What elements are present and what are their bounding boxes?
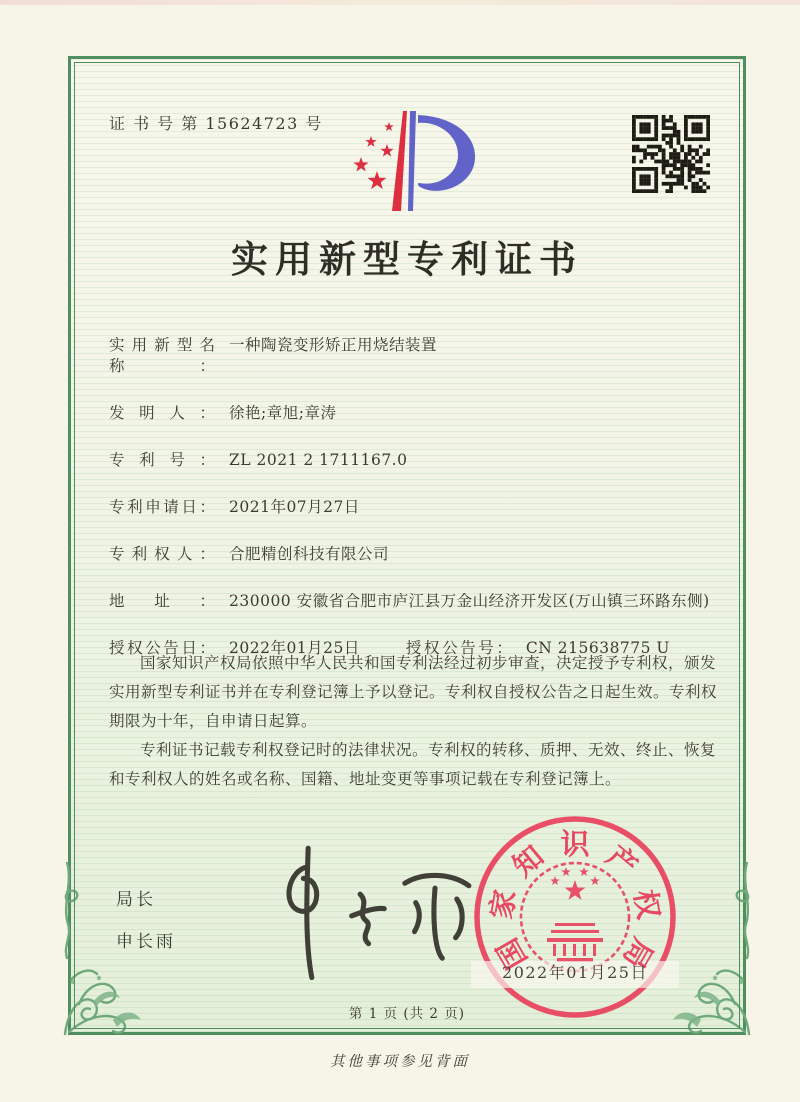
field-label: 授权公告号： <box>405 639 512 657</box>
field-value: 合肥精创科技有限公司 <box>229 545 390 563</box>
national-emblem <box>521 863 629 971</box>
field-label: 专利申请日： <box>109 498 215 516</box>
commissioner-name: 申长雨 <box>116 932 176 952</box>
field-value: 一种陶瓷变形矫正用烧结装置 <box>229 336 438 354</box>
commissioner-block <box>116 885 176 969</box>
certificate-fields <box>109 335 715 659</box>
seal-date: 2022年01月25日 <box>502 963 648 982</box>
certificate-number: 证 书 号 第 15624723 号 <box>109 114 323 133</box>
legal-paragraph-2: 专利证书记载专利权登记时的法律状况。专利权的转移、质押、无效、终止、恢复和专利权人的姓名或名称、国籍、地址变更等事项记载在专利登记簿上。 <box>109 741 717 788</box>
seal-char: 权 <box>627 887 667 922</box>
seal-char: 识 <box>560 827 590 861</box>
field-label: 专利权人： <box>109 545 215 563</box>
field-row-address <box>109 591 715 612</box>
field-row-name <box>109 335 715 377</box>
commissioner-title: 局长 <box>116 890 156 910</box>
logo-blue-stem <box>408 111 416 211</box>
field-row-filing-date <box>109 497 715 518</box>
footer-note: 其他事项参见背面 <box>330 1054 470 1070</box>
field-label: 发明人： <box>109 404 215 422</box>
field-row-inventors <box>109 403 715 424</box>
page-indicator: 第 1 页 (共 2 页) <box>348 1006 466 1022</box>
legal-text <box>109 649 717 794</box>
field-value: 230000 安徽省合肥市庐江县万金山经济开发区(万山镇三环路东侧) <box>229 592 710 610</box>
field-label: 专利号： <box>109 451 215 469</box>
qr-code <box>632 115 710 193</box>
field-value: ZL 2021 2 1711167.0 <box>229 451 408 469</box>
logo-red-blade <box>392 111 407 211</box>
field-label: 实用新型名称： <box>109 336 215 375</box>
logo-blue-bowl <box>418 115 475 191</box>
certificate-title: 实用新型专利证书 <box>231 237 583 281</box>
field-label: 地址： <box>109 592 215 610</box>
field-label: 授权公告日： <box>109 639 215 657</box>
cnipa-logo-icon <box>332 107 482 221</box>
legal-paragraph-1: 国家知识产权局依照中华人民共和国专利法经过初步审查，决定授予专利权，颁发实用新型专利证书并在专利登记簿上予以登记。专利权自授权公告之日起生效。专利权期限为十年，自申请日起算。 <box>109 654 718 730</box>
field-value: 徐艳;章旭;章涛 <box>229 404 337 422</box>
field-row-patent-no <box>109 450 715 471</box>
seal-stamp <box>469 811 681 1027</box>
seal-char: 家 <box>483 887 523 922</box>
seal-char: 知 <box>506 838 551 884</box>
field-value: CN 215638775 U <box>525 639 670 657</box>
field-value: 2021年07月27日 <box>229 498 360 516</box>
seal-char: 产 <box>599 838 645 884</box>
seal-char: 国 <box>489 932 534 975</box>
field-value: 2022年01月25日 <box>229 639 360 657</box>
field-row-patentee <box>109 544 715 565</box>
seal-char: 局 <box>616 932 661 975</box>
certificate-frame <box>68 56 746 1035</box>
